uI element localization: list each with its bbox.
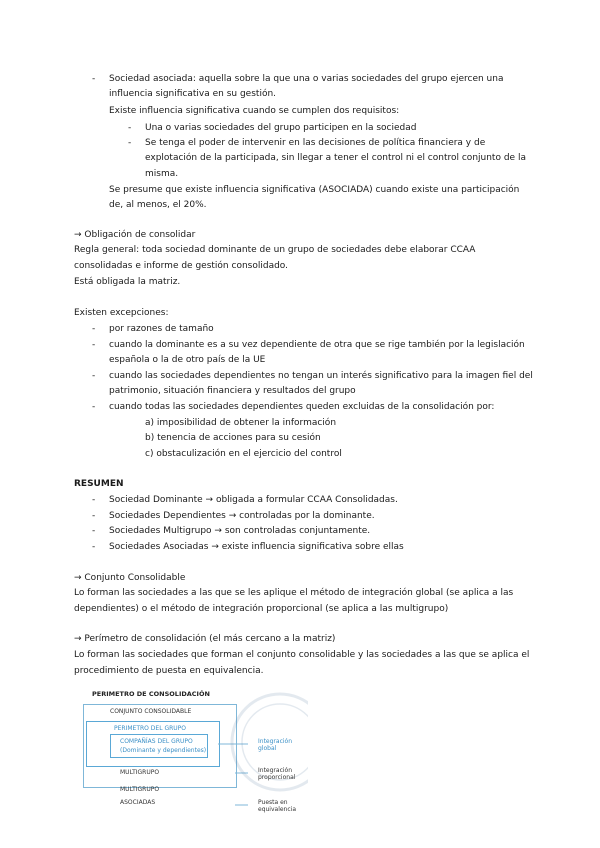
exception-4: cuando todas las sociedades dependientes queden excluidas de la consolidación por: [109, 402, 495, 412]
bullet-dash: - [128, 138, 132, 148]
summary-item-4: Sociedades Asociadas → existe influencia significativa sobre ellas [109, 542, 404, 552]
exception-sub-b: b) tenencia de acciones para su cesión [145, 433, 321, 443]
bullet-dash: - [92, 526, 96, 536]
consolidation-perimeter-diagram [80, 687, 308, 837]
exception-1: por razones de tamaño [109, 324, 214, 334]
integracion-proporcional-label-2: proporcional [258, 774, 296, 781]
puesta-equivalencia-label-2: equivalencia [258, 806, 297, 813]
bullet-dash: - [92, 511, 96, 521]
general-rule-line1: Regla general: toda sociedad dominante de un grupo de sociedades debe elaborar CCAA [74, 245, 476, 255]
requirement-2-line1: Se tenga el poder de intervenir en las decisiones de política financiera y de [145, 138, 486, 148]
requirements-intro: Existe influencia significativa cuando se cumplen dos requisitos: [109, 106, 400, 116]
consolidable-line1: Lo forman las sociedades a las que se les aplique el método de integración global (se aplica a las [74, 588, 514, 598]
perimeter-line1: Lo forman las sociedades que forman el conjunto consolidable y las sociedades a las que se aplica el [74, 650, 530, 660]
requirement-2-line2: explotación de la participada, sin llegar a tener el control ni el control conjunto de la [145, 153, 526, 163]
bullet-dash: - [128, 123, 132, 133]
obligation-heading: → Obligación de consolidar [74, 230, 196, 240]
multigrupo-inner-label: MULTIGRUPO [120, 769, 160, 776]
perimetro-grupo-label: PERIMETRO DEL GRUPO [114, 725, 186, 732]
diagram-connectors [80, 687, 308, 837]
companias-grupo-label: COMPAÑÍAS DEL GRUPO [120, 738, 193, 745]
integracion-global-label-2: global [258, 745, 277, 752]
diagram-title: PERIMETRO DE CONSOLIDACIÓN [92, 690, 210, 698]
exception-sub-a: a) imposibilidad de obtener la información [145, 418, 337, 428]
summary-heading: RESUMEN [74, 479, 124, 489]
bullet-dash: - [92, 340, 96, 350]
exception-3-line1: cuando las sociedades dependientes no tengan un interés significativo para la imagen fiel del [109, 371, 533, 381]
requirement-1: Una o varias sociedades del grupo participen en la sociedad [145, 123, 417, 133]
general-rule-line3: Está obligada la matriz. [74, 277, 181, 287]
bullet-dash: - [92, 402, 96, 412]
associated-definition-line2: influencia significativa en su gestión. [109, 89, 277, 99]
exception-2-line2: española o la de otro país de la UE [109, 355, 266, 365]
requirement-2-line3: misma. [145, 169, 179, 179]
dominante-dependientes-label: (Dominante y dependientes) [120, 747, 207, 754]
general-rule-line2: consolidadas e informe de gestión consolidado. [74, 261, 289, 271]
multigrupo-outer-label: MULTIGRUPO [120, 786, 160, 793]
exceptions-heading: Existen excepciones: [74, 308, 169, 318]
exception-3-line2: patrimonio, situación financiera y resultados del grupo [109, 386, 356, 396]
summary-item-2: Sociedades Dependientes → controladas por la dominante. [109, 511, 375, 521]
bullet-dash: - [92, 324, 96, 334]
exception-2-line1: cuando la dominante es a su vez dependiente de otra que se rige también por la legislación [109, 340, 525, 350]
presumption-line1: Se presume que existe influencia significativa (ASOCIADA) cuando existe una participación [109, 185, 520, 195]
summary-item-3: Sociedades Multigrupo → son controladas conjuntamente. [109, 526, 371, 536]
asociadas-label: ASOCIADAS [120, 799, 156, 806]
bullet-dash: - [92, 74, 96, 84]
presumption-line2: de, al menos, el 20%. [109, 200, 207, 210]
associated-definition-line1: Sociedad asociada: aquella sobre la que una o varias sociedades del grupo ejercen una [109, 74, 504, 84]
summary-item-1: Sociedad Dominante → obligada a formular CCAA Consolidadas. [109, 495, 398, 505]
consolidable-heading: → Conjunto Consolidable [74, 573, 186, 583]
perimeter-line2: procedimiento de puesta en equivalencia. [74, 666, 264, 676]
bullet-dash: - [92, 542, 96, 552]
conjunto-consolidable-label: CONJUNTO CONSOLIDABLE [110, 708, 192, 715]
integracion-proporcional-label-1: Integración [258, 767, 293, 774]
perimeter-heading: → Perímetro de consolidación (el más cercano a la matriz) [74, 634, 336, 644]
integracion-global-label-1: Integración [258, 738, 293, 745]
puesta-equivalencia-label-1: Puesta en [258, 799, 288, 806]
exception-sub-c: c) obstaculización en el ejercicio del control [145, 449, 342, 459]
bullet-dash: - [92, 495, 96, 505]
consolidable-line2: dependientes) o el método de integración proporcional (se aplica a las multigrupo) [74, 604, 449, 614]
bullet-dash: - [92, 371, 96, 381]
